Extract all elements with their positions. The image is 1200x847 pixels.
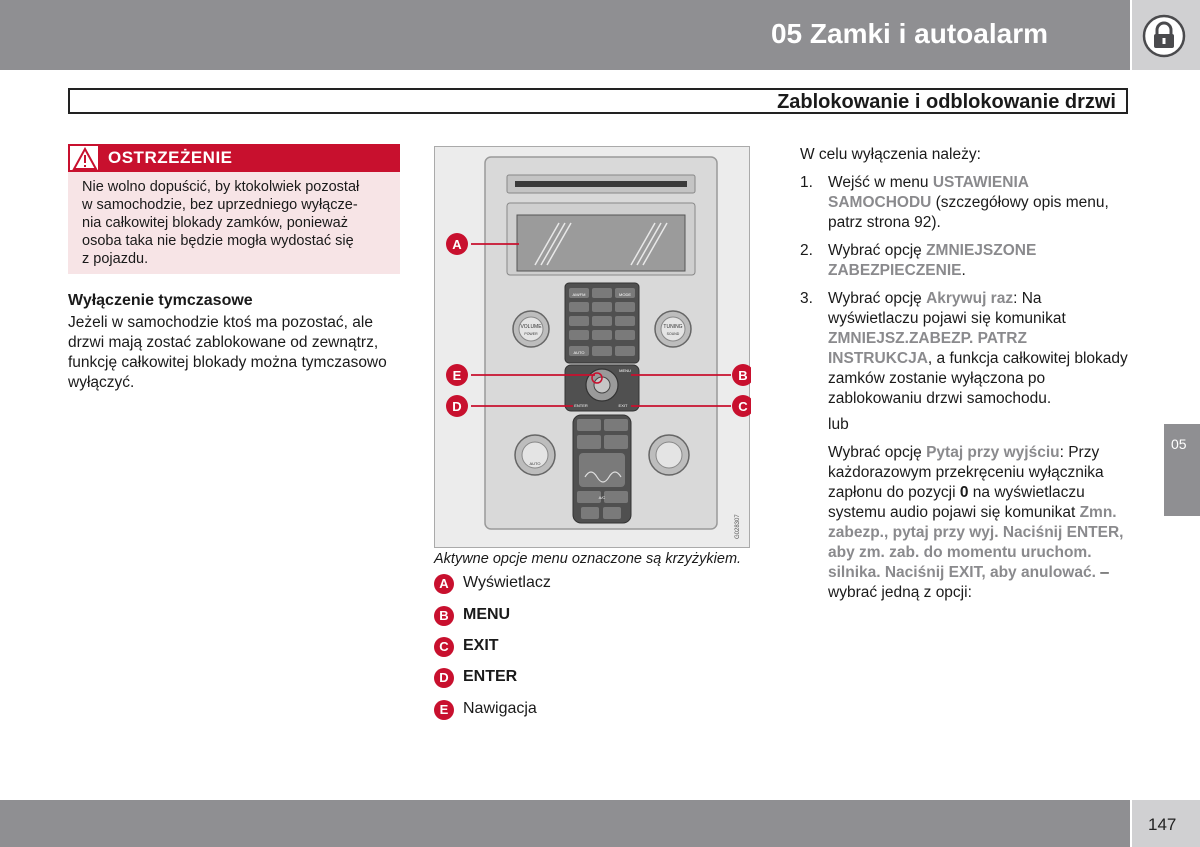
am-fm-key-label: AM/FM	[572, 292, 586, 297]
legend-badge: D	[434, 668, 454, 688]
callout-d	[446, 395, 468, 417]
console-illustration	[435, 147, 751, 549]
ac-key-label: A/C	[598, 495, 606, 500]
step-item	[800, 289, 1130, 409]
lock-icon	[1142, 14, 1186, 58]
legend-badge: A	[434, 574, 454, 594]
callout-b	[732, 364, 751, 386]
image-code: G028307	[735, 514, 741, 539]
legend-badge: C	[434, 637, 454, 657]
legend-label: Nawigacja	[463, 700, 537, 717]
section-title: Zablokowanie i odblokowanie drzwi	[777, 91, 1116, 113]
subheading: Wyłączenie tymczasowe	[68, 292, 253, 309]
warning-line: w samochodzie, bez uprzedniego wyłącze-	[82, 197, 358, 213]
or-separator: lub	[828, 416, 849, 433]
side-tab-label: 05	[1171, 436, 1187, 452]
position-value: 0	[959, 484, 969, 501]
enter-key-label: ENTER	[574, 403, 588, 408]
body-paragraph	[68, 313, 406, 393]
step-number: 2.	[800, 242, 813, 259]
menu-reference: Akrywuj raz	[926, 290, 1014, 307]
mode-key-label: MODE	[619, 292, 631, 297]
callout-c-label: C	[738, 399, 748, 414]
tuning-label: TUNING	[663, 324, 683, 330]
climate-fan-knob	[515, 435, 555, 475]
step-number: 1.	[800, 174, 813, 191]
exit-key-label: EXIT	[618, 403, 628, 408]
legend-label: ENTER	[463, 668, 518, 685]
step-text: : Przy każdorazowym przekręceniu wyłącznika zapłonu do pozycji	[828, 444, 1104, 501]
console-figure	[434, 146, 750, 548]
chapter-side-tab	[1164, 424, 1200, 516]
callout-b-label: B	[738, 368, 748, 383]
callout-c	[732, 395, 751, 417]
legend-badge: B	[434, 606, 454, 626]
paragraph-line: Jeżeli w samochodzie ktoś ma pozostać, ale	[68, 314, 373, 331]
page-number-box	[1132, 800, 1200, 847]
step-text: .	[961, 262, 966, 279]
step-text: : Na wyświetlaczu pojawi się komunikat	[828, 290, 1066, 327]
warning-line: z pojazdu.	[82, 251, 149, 267]
step-number: 3.	[800, 290, 813, 307]
warning-triangle-icon	[68, 144, 100, 172]
legend-label: Wyświetlacz	[463, 574, 551, 591]
warning-text	[82, 178, 387, 268]
section-header	[68, 88, 1128, 114]
step-text: , a funkcja całkowitej blokady zamków zostanie wyłączona po zablokowaniu drzwi samochodu.	[828, 350, 1128, 407]
volume-label: VOLUME	[520, 324, 542, 330]
footer-bar	[0, 800, 1130, 847]
warning-line: Nie wolno dopuścić, by ktokolwiek pozostał	[82, 179, 360, 195]
step-item	[800, 241, 1130, 281]
step-text: – wybrać jedną z opcji:	[828, 564, 1109, 601]
chapter-title: 05 Zamki i autoalarm	[770, 18, 1048, 49]
menu-reference: Pytaj przy wyjściu	[926, 444, 1060, 461]
climate-air-knob	[649, 435, 689, 475]
chapter-icon-box	[1132, 0, 1200, 70]
step-text: (szczegółowy opis menu, patrz strona 92).	[828, 194, 1109, 231]
step-text: Wejść w menu	[828, 174, 933, 191]
header-bar	[0, 0, 1130, 70]
menu-reference: ZMNIEJSZONE ZABEZPIECZENIE	[828, 242, 1037, 279]
step-text: na wyświetlaczu systemu audio pojawi się komunikat	[828, 484, 1085, 521]
steps-list	[800, 173, 1130, 417]
menu-reference: USTAWIENIA SAMOCHODU	[828, 174, 1029, 211]
display-message: ZMNIEJSZ.ZABEZP. PATRZ INSTRUKCJA	[828, 330, 1027, 367]
warning-body	[68, 172, 400, 274]
callout-e-label: E	[452, 368, 462, 383]
step-text: Wybrać opcję	[828, 290, 927, 307]
steps-intro: W celu wyłączenia należy:	[800, 146, 981, 163]
page-number: 147	[1148, 815, 1177, 834]
step-item	[800, 173, 1130, 233]
display-message: Zmn. zabezp., pytaj przy wyj. Naciśnij ENTER, aby zm. zab. do momentu uruchom. silnika. Naciśnij EXIT, aby anulować.	[828, 504, 1124, 581]
step-text: Wybrać opcję	[828, 242, 927, 259]
figure-caption: Aktywne opcje menu oznaczone są krzyżykiem.	[434, 551, 742, 567]
fan-auto-label: AUTO	[529, 461, 541, 466]
power-label: POWER	[524, 332, 538, 336]
callout-e	[446, 364, 468, 386]
paragraph-line: wyłączyć.	[68, 374, 135, 391]
menu-key-label: MENU	[619, 368, 631, 373]
auto-key-label: AUTO	[573, 350, 585, 355]
paragraph-line: drzwi mają zostać zablokowane od zewnątrz,	[68, 334, 379, 351]
legend-label: EXIT	[463, 637, 499, 654]
alternative-step	[828, 443, 1133, 603]
warning-header	[68, 144, 400, 172]
callout-a	[446, 233, 468, 255]
legend-label: MENU	[463, 606, 511, 623]
warning-title: OSTRZEŻENIE	[108, 148, 233, 167]
warning-line: osoba taka nie będzie mogła wydostać się	[82, 233, 354, 249]
paragraph-line: funkcję całkowitej blokady można tymczasowo	[68, 354, 387, 371]
callout-a-label: A	[452, 237, 462, 252]
legend-badge: E	[434, 700, 454, 720]
step-text: Wybrać opcję	[828, 444, 927, 461]
sound-label: SOUND	[666, 332, 680, 336]
callout-d-label: D	[452, 399, 462, 414]
warning-line: nia całkowitej blokady zamków, ponieważ	[82, 215, 348, 231]
